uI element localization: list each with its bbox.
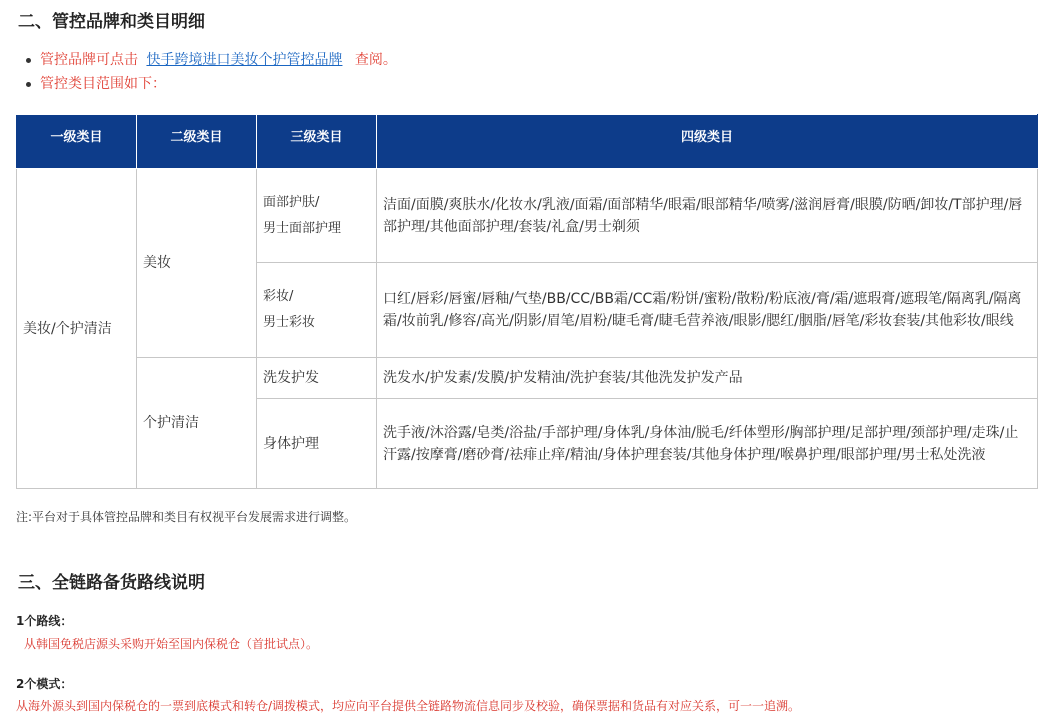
header-level4: 四级类目 xyxy=(377,115,1038,169)
level2-cell-beauty: 美妆 xyxy=(137,169,257,358)
level3-cell-skincare: 面部护肤/ 男士面部护理 xyxy=(257,169,377,263)
header-level3: 三级类目 xyxy=(257,115,377,169)
section-3-title: 三、全链路备货路线说明 xyxy=(18,573,205,593)
level4-cell-haircare: 洗发水/护发素/发膜/护发精油/洗护套装/其他洗发护发产品 xyxy=(377,358,1038,399)
route-description: 从韩国免税店源头采购开始至国内保税仓（首批试点）。 xyxy=(24,637,319,651)
controlled-brands-link[interactable]: 快手跨境进口美妆个护管控品牌 xyxy=(146,52,343,68)
level4-cell-skincare: 洁面/面膜/爽肤水/化妆水/乳液/面霜/面部精华/眼霜/眼部精华/喷雾/滋润唇膏/眼膜/防晒/卸妆/T部护理/唇部护理/其他面部护理/套装/礼盒/男士剃须 xyxy=(377,169,1038,263)
level3-cell-makeup: 彩妆/ 男士彩妆 xyxy=(257,263,377,358)
bullet-category xyxy=(20,72,397,96)
bullet-category-text: 管控类目范围如下： xyxy=(40,76,166,92)
header-level1: 一级类目 xyxy=(17,115,137,169)
brand-bullet-list xyxy=(20,48,397,96)
level4-cell-bodycare: 洗手液/沐浴露/皂类/浴盐/手部护理/身体乳/身体油/脱毛/纤体塑形/胸部护理/足部护理/颈部护理/走珠/止汗露/按摩膏/磨砂膏/祛痱止痒/精油/身体护理套装/其他身体护理/喉鼻护理/眼部护理/男士私处洗液 xyxy=(377,399,1038,489)
route-subtitle: 1个路线： xyxy=(16,614,73,628)
table-header-row xyxy=(17,115,1038,169)
bullet-dot xyxy=(26,58,31,63)
level3-cell-haircare: 洗发护发 xyxy=(257,358,377,399)
header-level2: 二级类目 xyxy=(137,115,257,169)
level2-cell-personal-care: 个护清洁 xyxy=(137,358,257,489)
category-table xyxy=(16,114,1038,489)
mode-subtitle: 2个模式： xyxy=(16,677,73,691)
bullet-brand xyxy=(20,48,397,72)
mode-description: 从海外源头到国内保税仓的一票到底模式和转仓/调拨模式，均应向平台提供全链路物流信息同步及校验，确保票据和货品有对应关系，可一一追溯。 xyxy=(16,699,801,713)
level1-cell: 美妆/个护清洁 xyxy=(17,169,137,489)
bullet-brand-text: 管控品牌可点击 xyxy=(40,52,138,68)
section-2-title: 二、管控品牌和类目明细 xyxy=(18,12,205,32)
adjustment-note: 注:平台对于具体管控品牌和类目有权视平台发展需求进行调整。 xyxy=(16,510,357,524)
bullet-brand-suffix: 查阅。 xyxy=(354,52,397,68)
table-row xyxy=(17,169,1038,263)
level3-cell-bodycare: 身体护理 xyxy=(257,399,377,489)
bullet-dot xyxy=(26,82,31,87)
table-row xyxy=(17,358,1038,399)
level4-cell-makeup: 口红/唇彩/唇蜜/唇釉/气垫/BB/CC/BB霜/CC霜/粉饼/蜜粉/散粉/粉底液/膏/霜/遮瑕膏/遮瑕笔/隔离乳/隔离霜/妆前乳/修容/高光/阴影/眉笔/眉粉/睫毛膏/睫毛营养液/眼影/腮红/胭脂/唇笔/彩妆套装/其他彩妆/眼线 xyxy=(377,263,1038,358)
